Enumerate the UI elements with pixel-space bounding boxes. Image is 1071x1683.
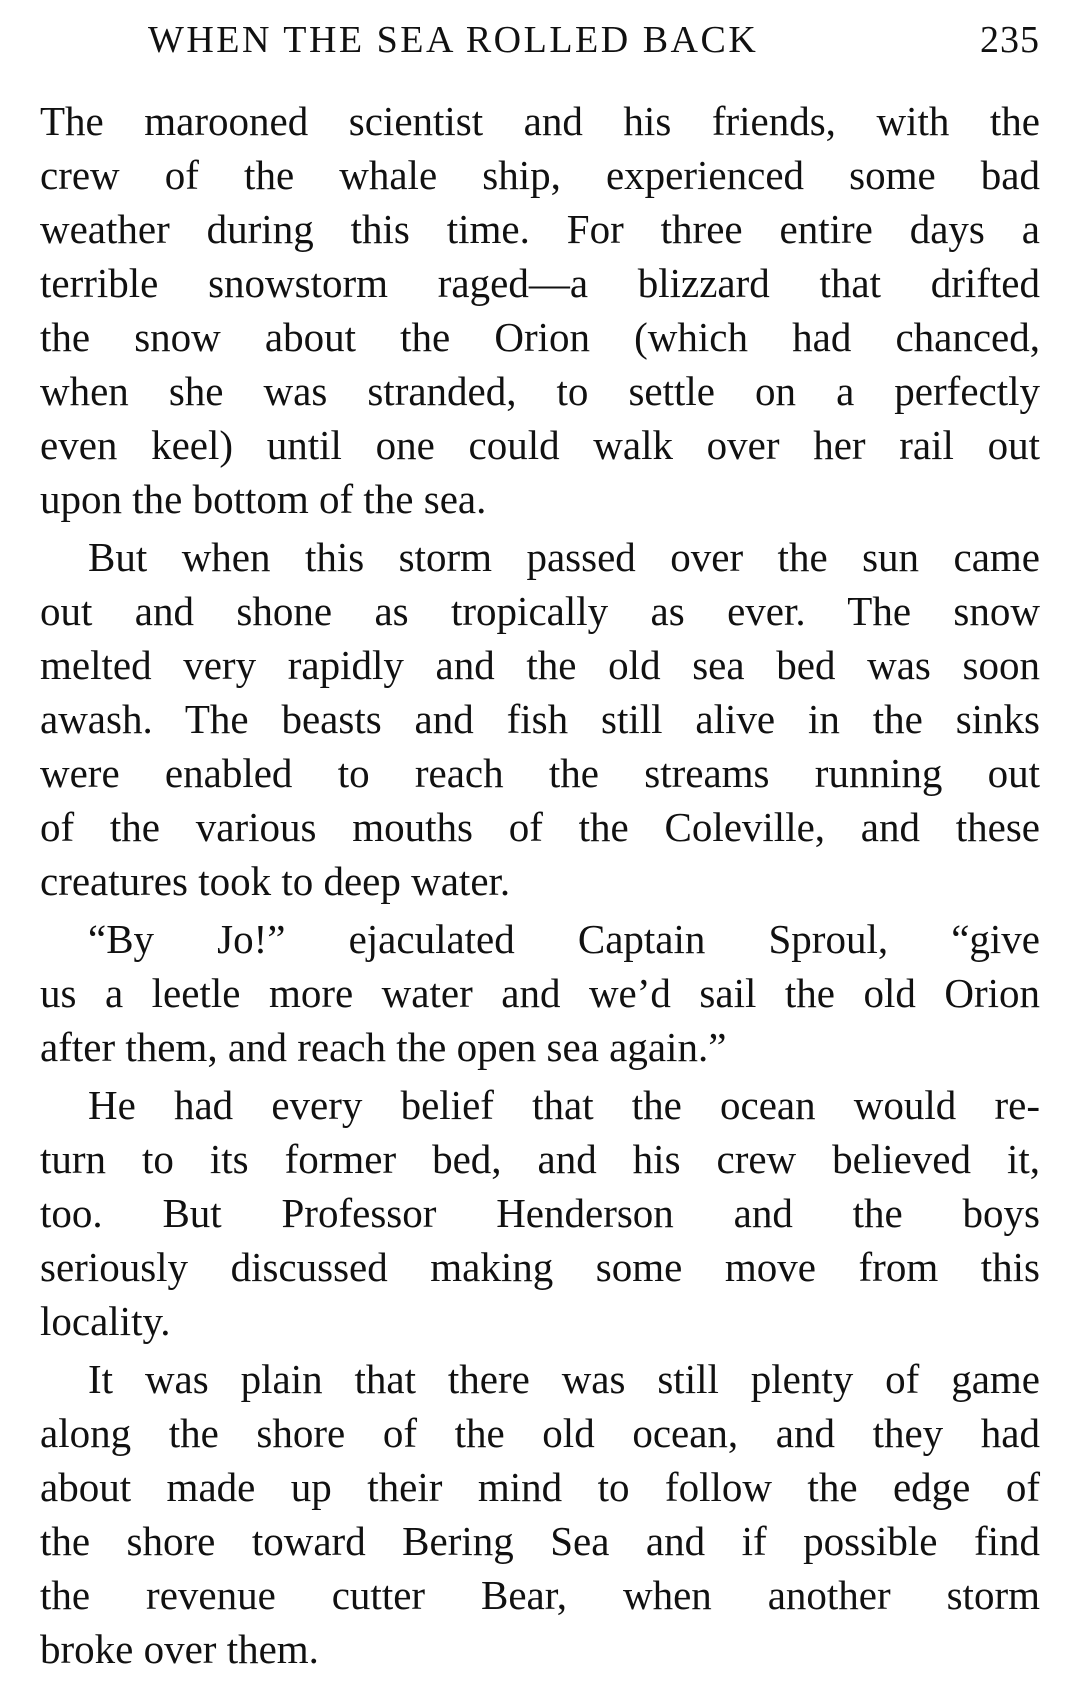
text-line: upon the bottom of the sea.: [40, 476, 487, 522]
text-line: after them, and reach the open sea again.”: [40, 1024, 727, 1070]
text-line: along the shore of the old ocean, and they had: [40, 1410, 1040, 1456]
text-line: locality.: [40, 1298, 171, 1344]
text-line: creatures took to deep water.: [40, 858, 511, 904]
text-line: of the various mouths of the Coleville, and these: [40, 804, 1040, 850]
running-head: WHEN THE SEA ROLLED BACK: [148, 19, 759, 61]
paragraph: [40, 1352, 1040, 1676]
text-line: “By Jo!” ejaculated Captain Sproul, “give: [88, 916, 1040, 962]
text-line: the shore toward Bering Sea and if possible find: [40, 1518, 1040, 1564]
text-line: It was plain that there was still plenty of game: [88, 1356, 1040, 1402]
paragraph: [40, 530, 1040, 908]
text-line: the revenue cutter Bear, when another storm: [40, 1572, 1040, 1618]
text-line: about made up their mind to follow the edge of: [40, 1464, 1040, 1510]
text-line: broke over them.: [40, 1626, 319, 1672]
text-line: us a leetle more water and we’d sail the old Orion: [40, 970, 1040, 1016]
paragraph: [40, 94, 1040, 526]
book-page: [40, 8, 1040, 1680]
paragraph: [40, 912, 1040, 1074]
text-line: when she was stranded, to settle on a perfectly: [40, 368, 1040, 414]
text-line: seriously discussed making some move from this: [40, 1244, 1040, 1290]
text-line: But when this storm passed over the sun came: [88, 534, 1040, 580]
text-line: awash. The beasts and fish still alive in the sinks: [40, 696, 1040, 742]
text-line: even keel) until one could walk over her rail out: [40, 422, 1040, 468]
text-line: the snow about the Orion (which had chanced,: [40, 314, 1040, 360]
text-line: were enabled to reach the streams running out: [40, 750, 1040, 796]
text-line: The marooned scientist and his friends, with the: [40, 98, 1040, 144]
page-header: [40, 8, 1040, 88]
body-text: [40, 94, 1040, 1676]
text-line: He had every belief that the ocean would re-: [88, 1082, 1040, 1128]
page-number: 235: [980, 19, 1040, 61]
text-line: crew of the whale ship, experienced some bad: [40, 152, 1040, 198]
text-line: too. But Professor Henderson and the boys: [40, 1190, 1040, 1236]
paragraph: [40, 1078, 1040, 1348]
text-line: melted very rapidly and the old sea bed was soon: [40, 642, 1040, 688]
text-line: terrible snowstorm raged—a blizzard that drifted: [40, 260, 1040, 306]
text-line: turn to its former bed, and his crew believed it,: [40, 1136, 1040, 1182]
text-line: out and shone as tropically as ever. The snow: [40, 588, 1040, 634]
text-line: weather during this time. For three entire days a: [40, 206, 1040, 252]
